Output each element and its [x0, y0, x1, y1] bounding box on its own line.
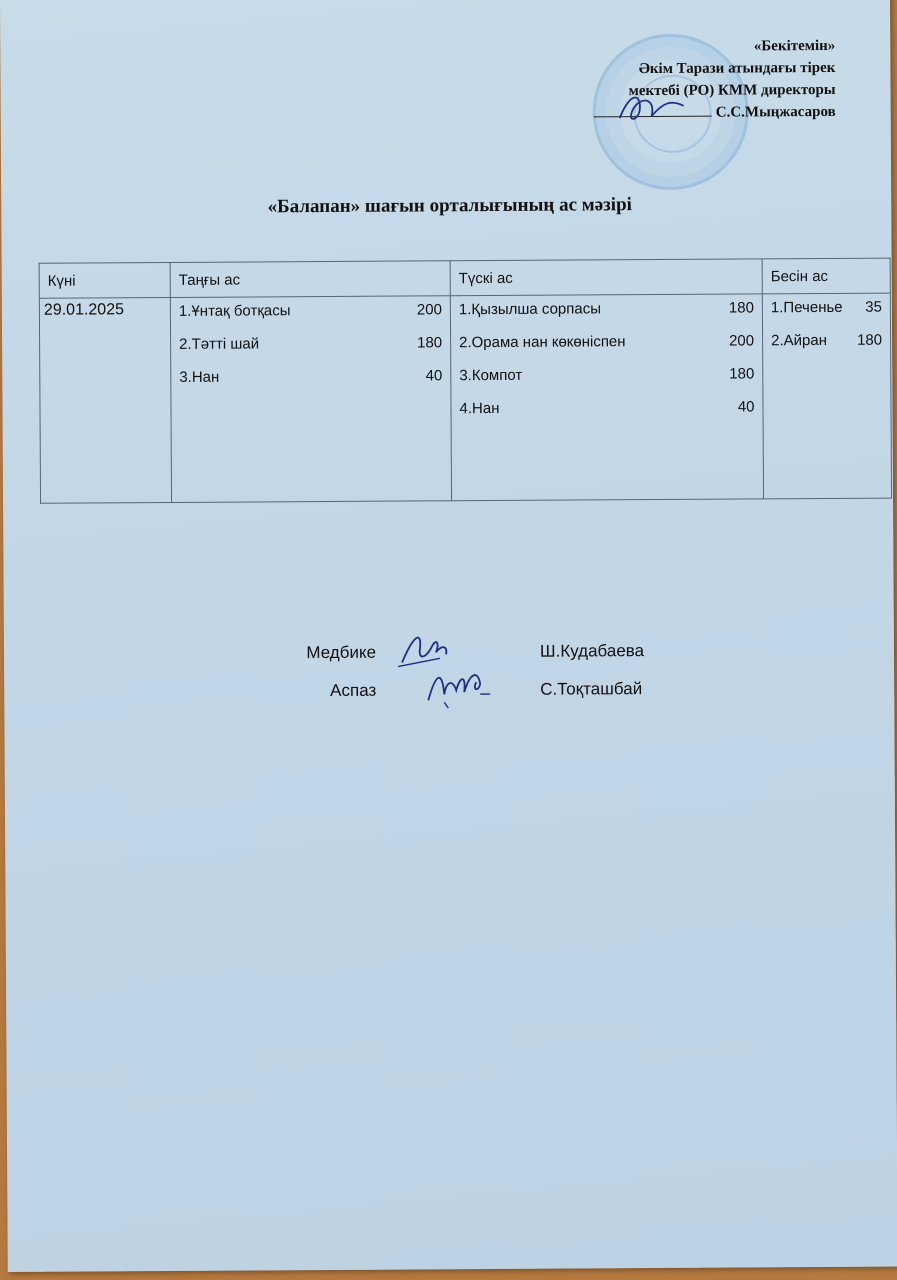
director-name: С.С.Мыңжасаров	[715, 103, 836, 121]
dish-grams: 180	[417, 334, 443, 352]
list-item	[771, 331, 882, 365]
cook-signature	[422, 664, 522, 709]
dish-name: 2.Орама нан көкөніспен	[459, 333, 626, 352]
list-item	[179, 333, 442, 368]
table-row	[39, 293, 891, 503]
dish-name: 4.Нан	[459, 399, 500, 418]
date-cell: 29.01.2025	[39, 297, 171, 503]
approval-org-line-1: Әкім Тарази атындағы тірек	[638, 59, 836, 78]
header-breakfast: Таңғы ас	[170, 261, 450, 298]
director-signature	[612, 88, 692, 128]
dish-grams: 40	[425, 367, 443, 385]
dish-name: 3.Нан	[179, 368, 220, 386]
dish-name: 1.Ұнтақ ботқасы	[178, 302, 291, 320]
menu-table	[39, 258, 892, 504]
page-title: «Балапан» шағын орталығының ас мәзірі	[267, 194, 632, 218]
signature-role: Медбике	[306, 642, 377, 663]
dish-grams: 180	[857, 331, 883, 349]
list-item	[459, 298, 754, 333]
header-date: Күні	[39, 262, 170, 298]
signature-row-cook	[4, 678, 897, 721]
approval-org-line-2: мектебі (РО) КММ директоры	[628, 81, 836, 100]
dish-name: 2.Айран	[771, 331, 828, 350]
list-item	[459, 397, 754, 432]
dish-grams: 180	[729, 365, 755, 383]
list-item	[179, 300, 442, 335]
dish-name: 1.Қызылша сорпасы	[458, 300, 602, 319]
dish-name: 3.Компот	[459, 366, 523, 385]
list-item	[459, 331, 754, 366]
dish-grams: 35	[865, 298, 882, 316]
breakfast-cell	[170, 296, 451, 503]
signatures-block	[4, 640, 897, 721]
list-item	[179, 366, 442, 401]
list-item	[459, 364, 754, 399]
dish-grams: 40	[737, 398, 755, 416]
dish-name: 2.Тәтті шай	[179, 335, 260, 353]
header-lunch: Түскі ас	[450, 259, 762, 296]
dish-name: 1.Печенье	[770, 298, 843, 317]
signature-name: С.Тоқташбай	[540, 679, 643, 699]
list-item	[771, 298, 882, 332]
header-snack: Бесін ас	[762, 258, 890, 294]
signature-role: Аспаз	[330, 680, 377, 700]
dish-grams: 180	[728, 299, 754, 317]
dish-grams: 200	[729, 332, 755, 350]
snack-cell	[762, 293, 891, 499]
dish-grams: 200	[416, 301, 442, 319]
signature-name: Ш.Кудабаева	[539, 641, 645, 661]
approval-heading: «Бекітемін»	[753, 37, 836, 55]
lunch-cell	[450, 294, 763, 501]
table-header-row	[39, 258, 890, 298]
approval-block	[593, 35, 836, 124]
